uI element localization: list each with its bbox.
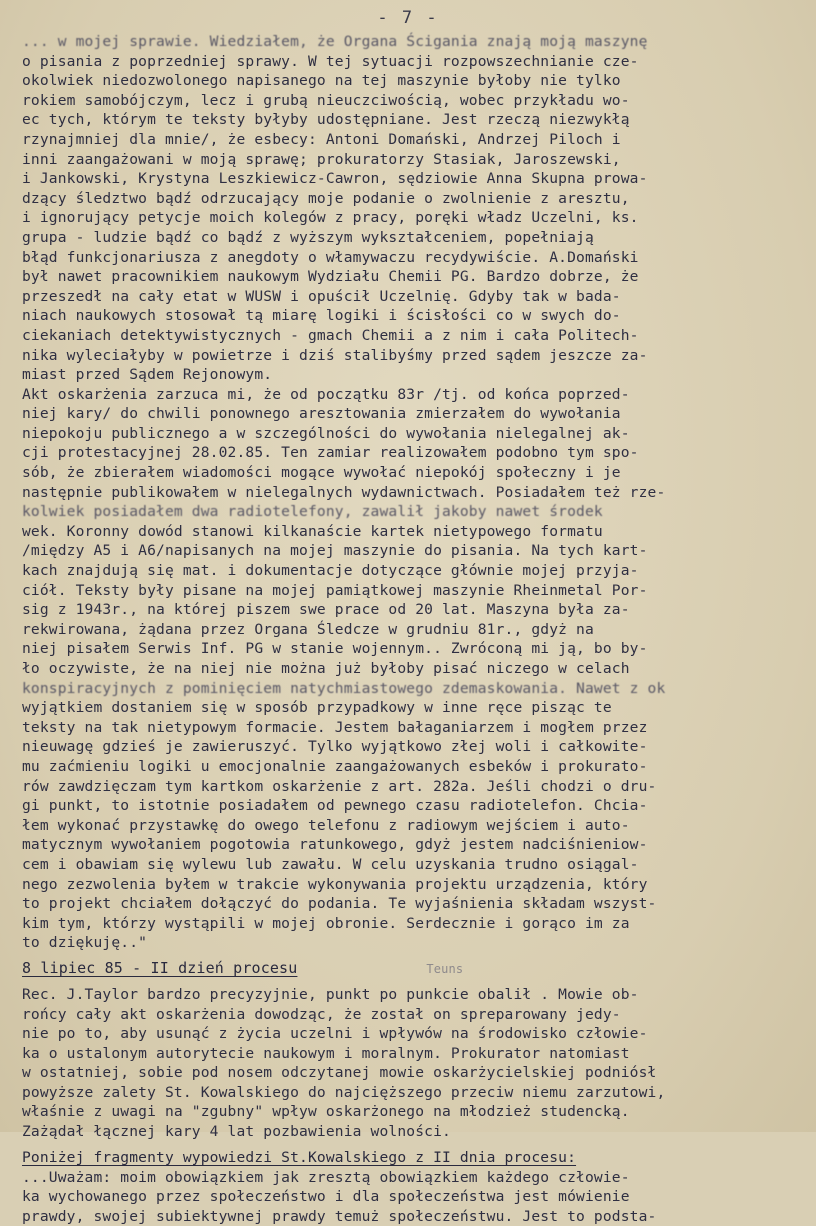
text-line: nie po to, aby usunąć z życia uczelni i wpływów na środowisko człowie- bbox=[22, 1025, 648, 1043]
text-line: miast przed Sądem Rejonowym. bbox=[22, 366, 273, 384]
text-line: rońcy cały akt oskarżenia dowodząc, że został on spreparowany jedy- bbox=[22, 1005, 621, 1023]
text-line: kach znajdują się mat. i dokumentacje dotyczące głównie mojej przyja- bbox=[22, 562, 639, 580]
text-line: ciół. Teksty były pisane na mojej pamiątkowej maszynie Rheinmetal Por- bbox=[22, 581, 648, 599]
text-line: i ignorujący petycje moich kolegów z pracy, poręki władz Uczelni, ks. bbox=[22, 209, 639, 227]
text-line: niej kary/ do chwili ponownego aresztowania zmierzałem do wywołania bbox=[22, 405, 621, 423]
text-line: ciekaniach detektywistycznych - gmach Chemii a z nim i cała Politech- bbox=[22, 326, 639, 344]
paragraph-3 bbox=[22, 985, 810, 1142]
text-line: gi punkt, to istotnie posiadałem od pewnego czasu radiotelefon. Chcia- bbox=[22, 797, 648, 815]
text-line: następnie publikowałem w nielegalnych wydawnictwach. Posiadałem też rze- bbox=[22, 483, 666, 501]
text-line: powyższe zalety St. Kowalskiego do najcięższego przeciw niemu zarzutowi, bbox=[22, 1083, 666, 1101]
text-line: w ostatniej, sobie pod nosem odczytanej mowie oskarżycielskiej podniósł bbox=[22, 1064, 657, 1082]
section-heading-text: 8 lipiec 85 - II dzień procesu bbox=[22, 958, 298, 977]
text-line: rzynajmniej dla mnie/, że esbecy: Antoni Domański, Andrzej Piloch i bbox=[22, 130, 621, 148]
section-heading bbox=[22, 959, 810, 981]
text-line: niach naukowych stosował tą miarę logiki i ścisłości co w swych do- bbox=[22, 307, 621, 325]
text-line: wek. Koronny dowód stanowi kilkanaście kartek nietypowego formatu bbox=[22, 522, 603, 540]
text-line: kolwiek posiadałem dwa radiotelefony, zawalił jakoby nawet środek bbox=[22, 503, 603, 521]
text-line: nieuwagę gdzieś je zawieruszyć. Tylko wyjątkowo złej woli i całkowite- bbox=[22, 738, 648, 756]
text-line: ka o ustalonym autorytecie naukowym i moralnym. Prokurator natomiast bbox=[22, 1044, 630, 1062]
text-line: ...Uważam: moim obowiązkiem jak zresztą obowiązkiem każdego człowie- bbox=[22, 1168, 630, 1186]
text-line: to projekt chciałem dołączyć do podania. Te wyjaśnienia składam wszyst- bbox=[22, 895, 657, 913]
fragments-heading-text: Poniżej fragmenty wypowiedzi St.Kowalskiego z II dnia procesu: bbox=[22, 1148, 577, 1166]
text-line: łem wykonać przystawkę do owego telefonu z radiowym wejściem i auto- bbox=[22, 816, 630, 834]
text-line: był nawet pracownikiem naukowym Wydziału Chemii PG. Bardzo dobrze, że bbox=[22, 268, 639, 286]
text-line: konspiracyjnych z pominięciem natychmiastowego zdemaskowania. Nawet z ok bbox=[22, 679, 666, 697]
text-line: dzący śledztwo bądź odrzucający moje podanie o zwolnienie z aresztu, bbox=[22, 189, 630, 207]
text-line: rów zawdzięczam tym kartkom oskarżenie z art. 282a. Jeśli chodzi o dru- bbox=[22, 777, 657, 795]
text-line: to dziękuję.." bbox=[22, 934, 148, 952]
text-line: rekwirowana, żądana przez Organa Śledcze w grudniu 81r., gdyż na bbox=[22, 620, 594, 638]
text-line: niej pisałem Serwis Inf. PG w stanie wojennym.. Zwróconą mi ją, bo by- bbox=[22, 640, 648, 658]
text-line: i Jankowski, Krystyna Leszkiewicz-Cawron, sędziowie Anna Skupna prowa- bbox=[22, 170, 648, 188]
text-line: ło oczywiste, że na niej nie można już byłoby pisać niczego w celach bbox=[22, 660, 630, 677]
text-line: sób, że zbierałem wiadomości mogące wywołać niepokój społeczny i je bbox=[22, 464, 621, 482]
text-line: cji protestacyjnej 28.02.85. Ten zamiar realizowałem podobno tym spo- bbox=[22, 444, 639, 462]
text-line: cem i obawiam się wylewu lub zawału. W celu uzyskania trudno osiągal- bbox=[22, 855, 639, 873]
text-line: teksty na tak nietypowym formacie. Jestem bałaganiarzem i mogłem przez bbox=[22, 718, 648, 736]
fragments-heading bbox=[22, 1148, 810, 1168]
text-line: właśnie z uwagi na "zgubny" wpływ oskarżonego na młodzież studencką. bbox=[22, 1103, 630, 1121]
text-line: wyjątkiem dostaniem się w sposób przypadkowy w inne ręce pisząc te bbox=[22, 699, 612, 717]
faded-mark: Teuns bbox=[426, 961, 464, 976]
text-line: /między A5 i A6/napisanych na mojej maszynie do pisania. Na tych kart- bbox=[22, 542, 648, 560]
text-line: nego zezwolenia byłem w trakcie wykonywania projektu urządzenia, który bbox=[22, 875, 648, 893]
text-line: grupa - ludzie bądź co bądź z wyższym wykształceniem, popełniają bbox=[22, 228, 594, 246]
document-body bbox=[22, 32, 810, 1226]
text-line: sig z 1943r., na której piszem swe prace od 20 lat. Maszyna była za- bbox=[22, 601, 630, 619]
text-line: mu zaćmieniu logiki u emocjonalnie zaangażowanych esbeków i prokurato- bbox=[22, 757, 648, 775]
text-line: ... w mojej sprawie. Wiedziałem, że Organa Ścigania znają moją maszynę bbox=[22, 33, 648, 50]
text-line: rokiem samobójczym, lecz i grubą nieuczciwością, wobec przykładu wo- bbox=[22, 91, 630, 109]
text-line: ec tych, którym te teksty byłyby udostępniane. Jest rzeczą niezwykłą bbox=[22, 111, 630, 129]
text-line: o pisania z poprzedniej sprawy. W tej sytuacji rozpowszechnianie cze- bbox=[22, 52, 639, 70]
text-line: Zażądał łącznej kary 4 lat pozbawienia wolności. bbox=[22, 1123, 451, 1141]
text-line: okolwiek niedozwolonego napisanego na tej maszynie byłoby nie tylko bbox=[22, 72, 621, 90]
page-number: - 7 - bbox=[377, 8, 439, 28]
text-line: niepokoju publicznego a w szczególności do wywołania nielegalnej ak- bbox=[22, 424, 630, 442]
text-line: nika wyleciałyby w powietrze i dziś stalibyśmy przed sądem jeszcze za- bbox=[22, 346, 648, 364]
text-line: matycznym wywołaniem pogotowia ratunkowego, gdyż jestem nadciśnieniow- bbox=[22, 836, 648, 854]
text-line: ka wychowanego przez społeczeństwo i dla społeczeństwa jest mówienie bbox=[22, 1188, 630, 1206]
paragraph-2 bbox=[22, 385, 810, 953]
paragraph-1 bbox=[22, 32, 810, 385]
text-line: Akt oskarżenia zarzuca mi, że od początku 83r /tj. od końca poprzed- bbox=[22, 385, 630, 403]
text-line: kim tym, którzy wystąpili w mojej obronie. Serdecznie i gorąco im za bbox=[22, 914, 630, 932]
text-line: przeszedł na cały etat w WUSW i opuścił Uczelnię. Gdyby tak w bada- bbox=[22, 287, 621, 305]
text-line: Rec. J.Taylor bardzo precyzyjnie, punkt po punkcie obalił . Mowie ob- bbox=[22, 985, 639, 1003]
text-line: inni zaangażowani w moją sprawę; prokuratorzy Stasiak, Jaroszewski, bbox=[22, 150, 621, 168]
text-line: błąd funkcjonariusza z anegdoty o włamywaczu recydywiście. A.Domański bbox=[22, 248, 639, 266]
text-line: prawdy, swojej subiektywnej prawdy temuż społeczeństwu. Jest to podsta- bbox=[22, 1207, 657, 1225]
paragraph-4 bbox=[22, 1168, 810, 1226]
